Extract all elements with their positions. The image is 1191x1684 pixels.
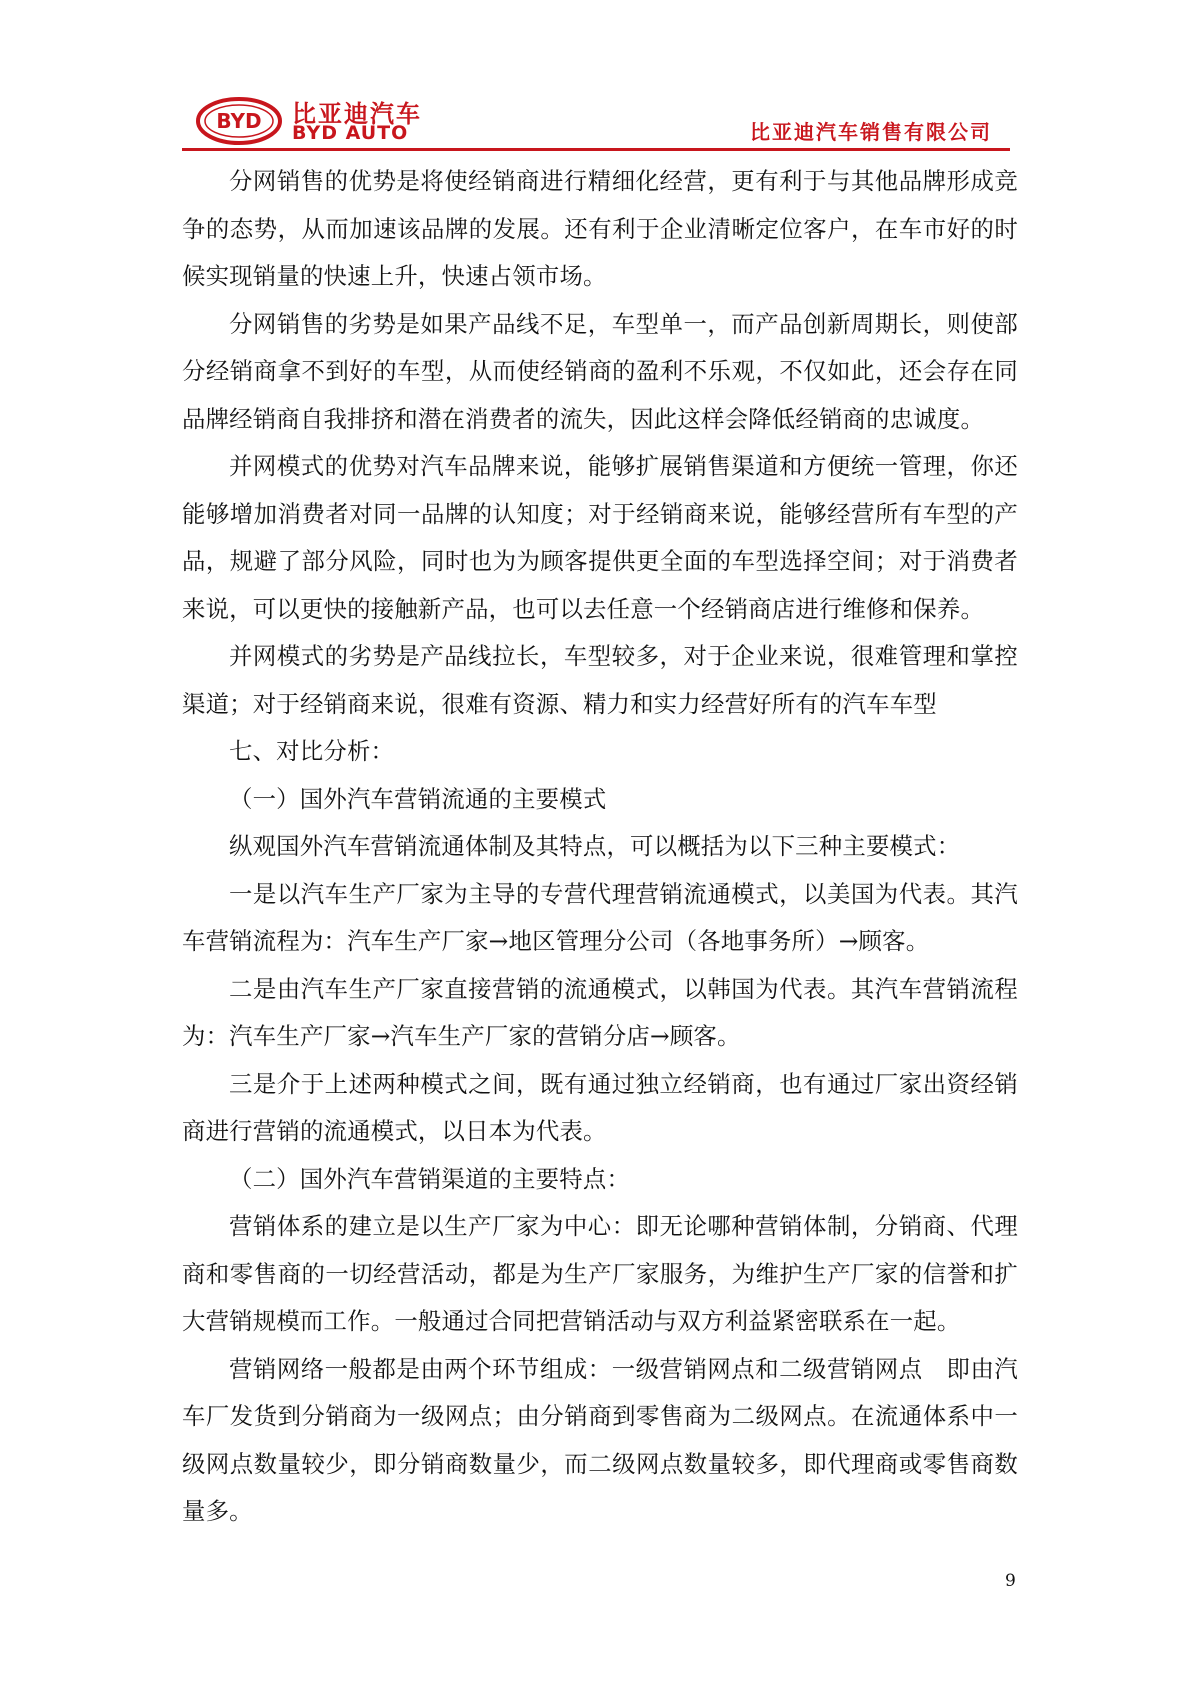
header-divider (182, 148, 1010, 151)
page-header (182, 84, 1010, 142)
section-heading-7: 七、对比分析： (229, 737, 395, 765)
company-name: 比亚迪汽车销售有限公司 (750, 120, 992, 144)
paragraph-10: 营销网络一般都是由两个环节组成：一级营销网点和二级营销网点 即由汽车厂发货到分销商为一级网点；由分销商到零售商为二级网点。在流通体系中一级网点数量较少，即分销商数量少，而二级网点数量较多，即代理商或零售商数量多。 (182, 1354, 1018, 1525)
subsection-heading-2: （二）国外汽车营销渠道的主要特点： (229, 1164, 631, 1193)
byd-logo-icon (196, 96, 282, 146)
byd-logo (196, 94, 496, 144)
page-number: 9 (1005, 1571, 1016, 1591)
document-body (182, 158, 1018, 1536)
logo-english-name: BYD AUTO (292, 122, 409, 144)
paragraph-6: 一是以汽车生产厂家为主导的专营代理营销流通模式，以美国为代表。其汽车营销流程为：汽车生产厂家→地区管理分公司（各地事务所）→顾客。 (182, 879, 1018, 955)
paragraph-2: 分网销售的劣势是如果产品线不足，车型单一，而产品创新周期长，则使部分经销商拿不到好的车型，从而使经销商的盈利不乐观，不仅如此，还会存在同品牌经销商自我排挤和潜在消费者的流失，因此这样会降低经销商的忠诚度。 (182, 309, 1018, 433)
paragraph-5: 纵观国外汽车营销流通体制及其特点，可以概括为以下三种主要模式： (229, 832, 961, 860)
svg-text:BYD: BYD (216, 109, 262, 133)
paragraph-9: 营销体系的建立是以生产厂家为中心：即无论哪种营销体制，分销商、代理商和零售商的一切经营活动，都是为生产厂家服务，为维护生产厂家的信誉和扩大营销规模而工作。一般通过合同把营销活动与双方利益紧密联系在一起。 (182, 1212, 1018, 1335)
paragraph-3: 并网模式的优势对汽车品牌来说，能够扩展销售渠道和方便统一管理，你还能够增加消费者对同一品牌的认知度；对于经销商来说，能够经营所有车型的产品，规避了部分风险，同时也为为顾客提供更全面的车型选择空间；对于消费者来说，可以更快的接触新产品，也可以去任意一个经销商店进行维修和保养。 (182, 452, 1018, 623)
subsection-heading-1: （一）国外汽车营销流通的主要模式 (229, 784, 607, 813)
paragraph-8: 三是介于上述两种模式之间，既有通过独立经销商，也有通过厂家出资经销商进行营销的流通模式，以日本为代表。 (182, 1069, 1018, 1145)
paragraph-1: 分网销售的优势是将使经销商进行精细化经营，更有利于与其他品牌形成竞争的态势，从而加速该品牌的发展。还有利于企业清晰定位客户，在车市好的时候实现销量的快速上升，快速占领市场。 (182, 167, 1018, 290)
paragraph-4: 并网模式的劣势是产品线拉长，车型较多，对于企业来说，很难管理和掌控渠道；对于经销商来说，很难有资源、精力和实力经营好所有的汽车车型 (182, 642, 1018, 718)
paragraph-7: 二是由汽车生产厂家直接营销的流通模式，以韩国为代表。其汽车营销流程为：汽车生产厂家→汽车生产厂家的营销分店→顾客。 (182, 974, 1018, 1050)
logo-chinese-name: 比亚迪汽车 (292, 100, 422, 128)
